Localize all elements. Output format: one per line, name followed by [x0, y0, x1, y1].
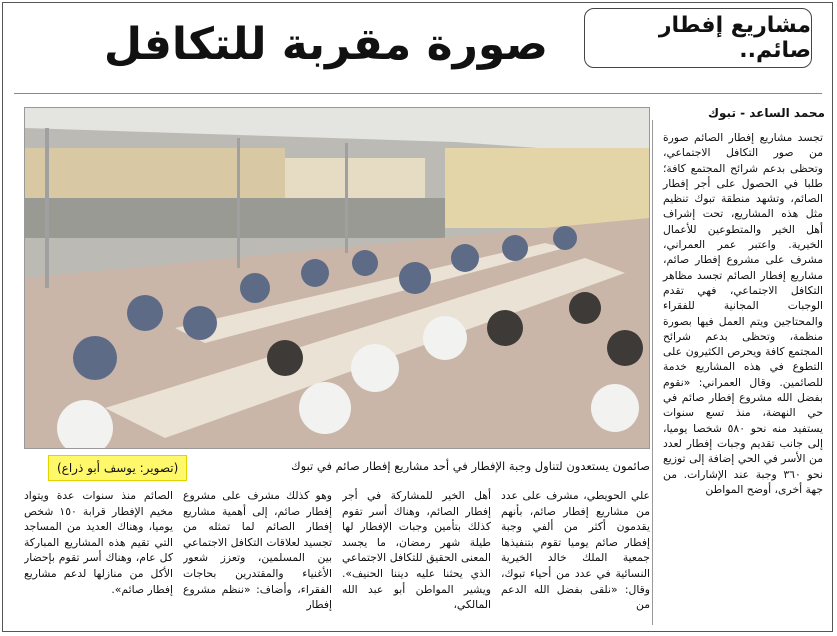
photo-illustration — [25, 108, 649, 448]
article-column-2: أهل الخير للمشاركة في أجر إفطار الصائم، وهناك أسر تقوم كذلك بتأمين وجبات الإفطار لها طيلة شهر رمضان، ما يجسد المعنى الحقيق للتكافل الاجتماعي الذي يحثنا عليه ديننا الحنيف». ويشير المواطن أبو عبد الله المالكي، — [342, 489, 491, 612]
photo-caption: صائمون يستعدون لتناول وجبة الإفطار في أحد مشاريع إفطار صائم في تبوك — [291, 459, 650, 473]
article-column-3: وهو كذلك مشرف على مشروع إفطار صائم، إلى أهمية مشاريع إفطار الصائم لما تمثله من تجسيد لعلاقات التكافل الاجتماعي بين المسلمين، وتعزز شعور الأغنياء والمقتدرين بحاجات الفقراء، وأضاف: «ننظم مشروع إفطار — [183, 489, 332, 612]
headline: صورة مقربة للتكافل — [103, 19, 548, 70]
article-bottom-columns — [24, 488, 650, 626]
divider — [14, 93, 822, 94]
byline: محمد الساعد - تبوك — [708, 106, 825, 120]
column-divider — [652, 120, 653, 625]
kicker-box: مشاريع إفطار صائم.. — [584, 8, 812, 68]
article-photo — [24, 107, 650, 449]
article-column-4: الصائم منذ سنوات عدة ويتواد مخيم الإفطار قرابة ١٥٠ شخص يوميا، وهناك العديد من المساجد التي تقيم هذه المشاريع المباركة كل عام، وهناك أسر تقوم بإحضار الأكل من منازلها لدعم مشاريع إفطار صائم». — [24, 489, 173, 596]
article-column-1: علي الحويطي، مشرف على عدد من مشاريع إفطار صائم، بأنهم يقدمون أكثر من ألفي وجبة إفطار صائم يوميا تقوم بتنفيذها جمعية الملك خالد الخيرية النسائية في عدد من أحياء تبوك، وقال: «نلقى بفضل الله الدعم من — [501, 489, 650, 612]
photo-credit: (تصوير: يوسف أبو ذراع) — [48, 455, 187, 481]
article-column-right: تجسد مشاريع إفطار الصائم صورة من صور التكافل الاجتماعي، وتحظى بدعم شرائح المجتمع كافة؛ طلبا في الحصول على أجر إفطار الصائم، وتشهد منطقة تبوك تنظيم مثل هذه المشاريع، تحت إشراف أهل الخير والمتطوعين للأعمال الخيرية. واعتبر عمر العمراني، مشرف على مشروع إفطار صائم، مشاريع إفطار الصائم تجسد مظاهر التكافل الاجتماعي، فهي تقدم الوجبات المجانية للفقراء والمحتاجين ويتم العمل فيها بصورة منظمة، وتحظى بدعم شرائح المجتمع كافة ويحرص الكثيرون على التطوع في هذه المشاريع خدمة للصائمين. وقال العمراني: «نقوم بفضل الله مشروع إفطار صائم في حي النهضة، منذ تسع سنوات يستفيد منه نحو ٥٨٠ شخصا يوميا، إلى جانب تقديم وجبات إفطار لعدد من الأسر في الحي إضافة إلى توزيع نحو ٣٦٠ وجبة عند الإشارات. من جهة أخرى، أوضح المواطن — [663, 131, 824, 496]
